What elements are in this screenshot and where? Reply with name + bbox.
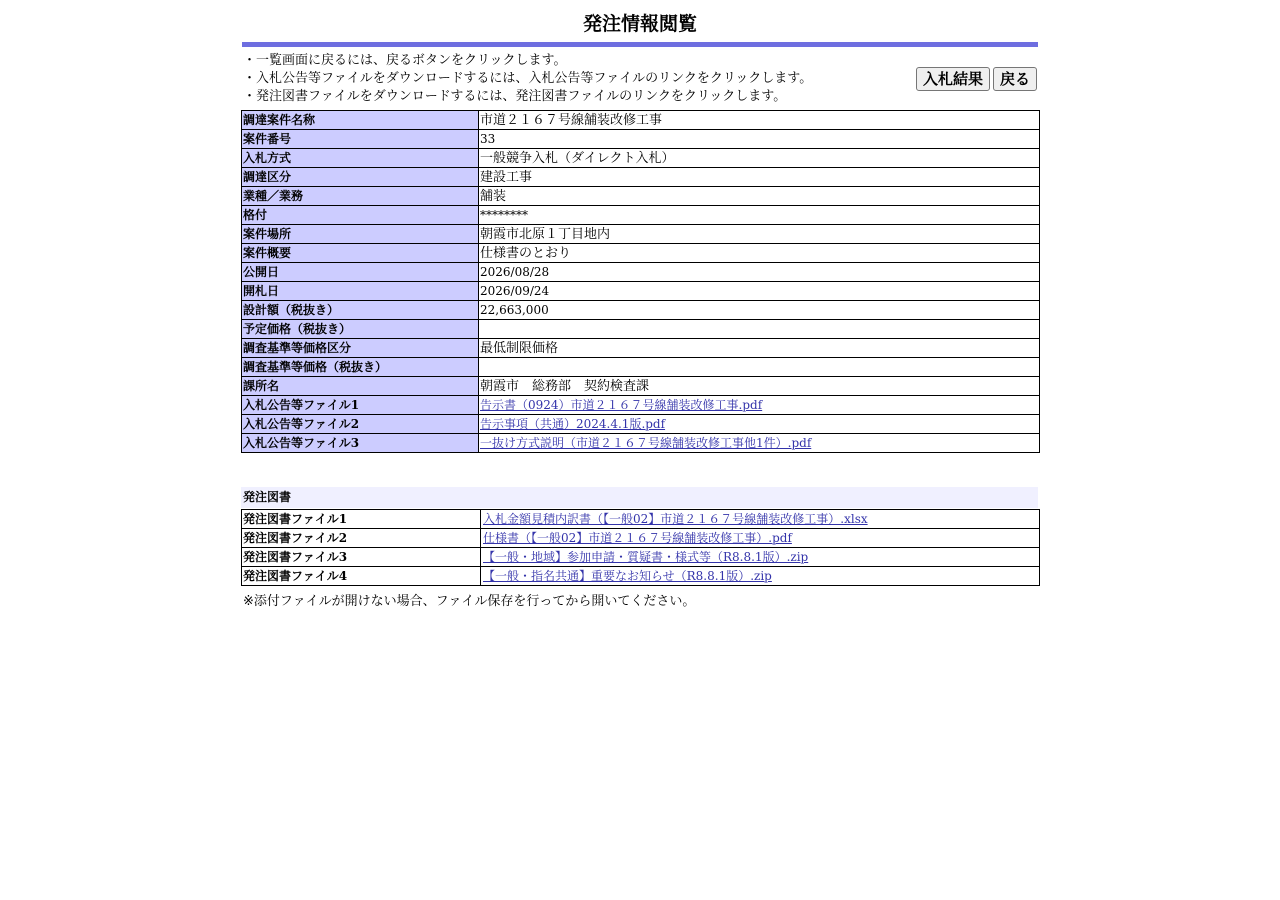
- table-row: [242, 206, 1040, 225]
- table-row: [242, 548, 1040, 567]
- table-row: [242, 168, 1040, 187]
- table-row: [242, 111, 1040, 130]
- row-label: 入札公告等ファイル2: [242, 415, 479, 434]
- row-label: 入札公告等ファイル1: [242, 396, 479, 415]
- row-label: 設計額（税抜き）: [242, 301, 479, 320]
- row-label: 入札公告等ファイル3: [242, 434, 479, 453]
- row-value: 最低制限価格: [479, 339, 1040, 358]
- table-row: [242, 377, 1040, 396]
- page-container: [241, 0, 1039, 609]
- row-label: 調査基準等価格区分: [242, 339, 479, 358]
- table-row: [242, 244, 1040, 263]
- table-row: [242, 130, 1040, 149]
- instruction-back: ・一覧画面に戻るには、戻るボタンをクリックします。: [243, 53, 567, 68]
- procurement-info-table: [241, 110, 1040, 453]
- table-row: [242, 434, 1040, 453]
- row-value: 33: [479, 130, 1040, 149]
- instructions-area: [241, 47, 1039, 110]
- row-label: 調達案件名称: [242, 111, 479, 130]
- row-value-cell: [481, 529, 1040, 548]
- drawings-table: [241, 509, 1040, 586]
- row-value: 朝霞市 総務部 契約検査課: [479, 377, 1040, 396]
- row-label: 開札日: [242, 282, 479, 301]
- drawings-section-heading: 発注図書: [241, 487, 1038, 508]
- drawing-file-1-link[interactable]: 入札金額見積内訳書（【一般02】市道２１６７号線舗装改修工事）.xlsx: [483, 511, 868, 526]
- table-row: [242, 225, 1040, 244]
- back-button[interactable]: 戻る: [993, 67, 1037, 91]
- notice-file-2-link[interactable]: 告示事項（共通）2024.4.1版.pdf: [480, 416, 666, 431]
- table-row: [242, 529, 1040, 548]
- table-row: [242, 396, 1040, 415]
- row-label: 業種／業務: [242, 187, 479, 206]
- row-value: [479, 320, 1040, 339]
- table-row: [242, 187, 1040, 206]
- row-value-cell: [481, 548, 1040, 567]
- table-row: [242, 510, 1040, 529]
- row-label: 入札方式: [242, 149, 479, 168]
- table-row: [242, 320, 1040, 339]
- row-label: 調達区分: [242, 168, 479, 187]
- attachment-note: ※添付ファイルが開けない場合、ファイル保存を行ってから開いてください。: [243, 594, 696, 609]
- instruction-notice-file: ・入札公告等ファイルをダウンロードするには、入札公告等ファイルのリンクをクリックします。: [243, 71, 813, 86]
- row-value: 仕様書のとおり: [479, 244, 1040, 263]
- action-buttons: [916, 67, 1037, 91]
- row-label: 発注図書ファイル3: [242, 548, 481, 567]
- row-value-cell: [479, 396, 1040, 415]
- notice-file-3-link[interactable]: 一抜け方式説明（市道２１６７号線舗装改修工事他1件）.pdf: [480, 435, 812, 450]
- drawing-file-2-link[interactable]: 仕様書（【一般02】市道２１６７号線舗装改修工事）.pdf: [483, 530, 792, 545]
- table-row: [242, 415, 1040, 434]
- drawing-file-4-link[interactable]: 【一般・指名共通】重要なお知らせ（R8.8.1版）.zip: [483, 568, 772, 583]
- row-value-cell: [481, 510, 1040, 529]
- row-label: 公開日: [242, 263, 479, 282]
- row-label: 発注図書ファイル2: [242, 529, 481, 548]
- row-value: 一般競争入札（ダイレクト入札）: [479, 149, 1040, 168]
- row-label: 格付: [242, 206, 479, 225]
- row-value: ********: [479, 206, 1040, 225]
- table-row: [242, 358, 1040, 377]
- row-value: 朝霞市北原１丁目地内: [479, 225, 1040, 244]
- notice-file-1-link[interactable]: 告示書（0924）市道２１６７号線舗装改修工事.pdf: [480, 397, 763, 412]
- row-value-cell: [479, 434, 1040, 453]
- table-row: [242, 282, 1040, 301]
- row-value: 建設工事: [479, 168, 1040, 187]
- row-label: 案件概要: [242, 244, 479, 263]
- row-value-cell: [479, 415, 1040, 434]
- table-row: [242, 567, 1040, 586]
- row-value: [479, 358, 1040, 377]
- row-value: 22,663,000: [479, 301, 1040, 320]
- table-row: [242, 301, 1040, 320]
- row-label: 調査基準等価格（税抜き）: [242, 358, 479, 377]
- drawing-file-3-link[interactable]: 【一般・地域】参加申請・質疑書・様式等（R8.8.1版）.zip: [483, 549, 809, 564]
- row-value: 舗装: [479, 187, 1040, 206]
- row-label: 発注図書ファイル4: [242, 567, 481, 586]
- bid-result-button[interactable]: 入札結果: [916, 67, 990, 91]
- page-title: 発注情報閲覧: [582, 13, 697, 35]
- row-value: 2026/08/28: [479, 263, 1040, 282]
- row-label: 案件番号: [242, 130, 479, 149]
- table-row: [242, 263, 1040, 282]
- table-row: [242, 339, 1040, 358]
- row-label: 予定価格（税抜き）: [242, 320, 479, 339]
- row-label: 課所名: [242, 377, 479, 396]
- table-row: [242, 149, 1040, 168]
- row-label: 案件場所: [242, 225, 479, 244]
- row-value: 市道２１６７号線舗装改修工事: [479, 111, 1040, 130]
- row-value: 2026/09/24: [479, 282, 1040, 301]
- row-value-cell: [481, 567, 1040, 586]
- instruction-drawing-file: ・発注図書ファイルをダウンロードするには、発注図書ファイルのリンクをクリックします。: [243, 89, 787, 104]
- row-label: 発注図書ファイル1: [242, 510, 481, 529]
